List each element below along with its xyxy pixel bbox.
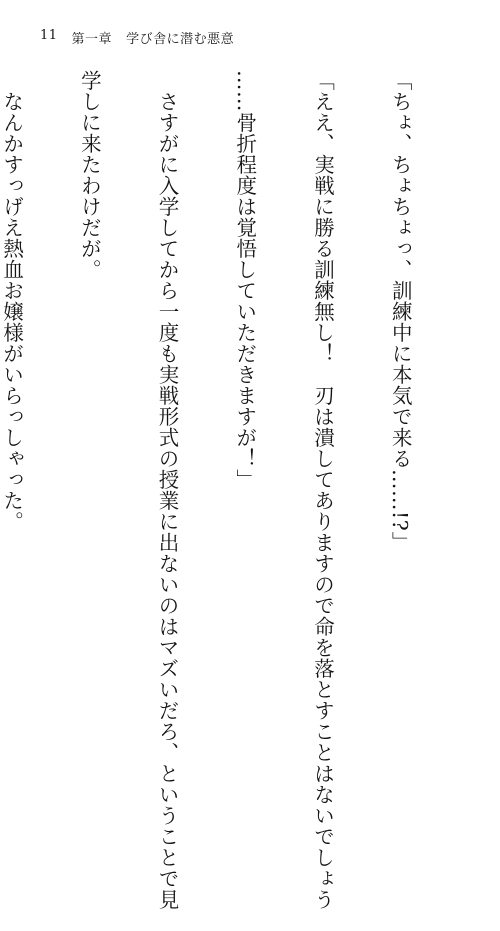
text-line: さすがに入学してから一度も実戦形式の授業に出ないのはマズいだろ、ということで見: [155, 70, 180, 910]
text-line: 学しに来たわけだが。: [77, 70, 102, 280]
text-line: ……骨折程度は覚悟していただきますが！」: [232, 70, 257, 490]
text-line: 「ええ、実戦に勝る訓練無し！ 刃は潰してありますので命を落とすことはないでしょう: [310, 70, 335, 910]
chapter-label: 第一章: [71, 32, 113, 47]
text-line: 「ちょ、ちょちょっ、訓練中に本気で来る……!?」: [388, 70, 413, 553]
vertical-body-text: [0, 70, 464, 910]
chapter-title: 学び舎に潜む悪意: [126, 32, 235, 47]
running-header: [40, 28, 234, 47]
page-number: 11: [40, 28, 58, 43]
text-line: なんかすっげえ熱血お嬢様がいらっしゃった。: [0, 70, 24, 532]
